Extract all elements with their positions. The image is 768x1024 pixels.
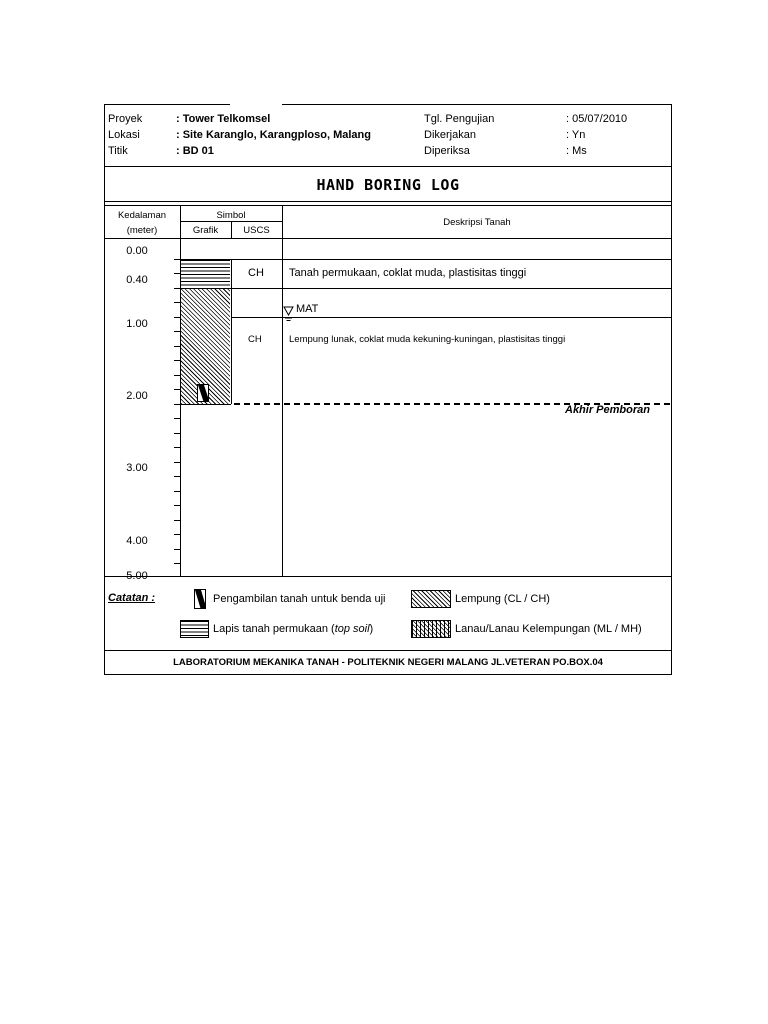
depth-label-5: 5.00 [126,570,148,582]
depth-label-1: 1.00 [126,318,148,330]
uscs-column-line [231,259,232,404]
graphic-header: Grafik [192,225,219,236]
depth-label-040: 0.40 [126,274,148,286]
worked-by-label: Dikerjakan [424,129,476,141]
notes-divider [104,576,672,577]
layer-1-description: Tanah permukaan, coklat muda, plastisitas tinggi [289,267,527,279]
end-boring-label: Akhir Pemboran [565,404,650,416]
legend-sample-icon [194,589,206,609]
worked-by-value: : Yn [566,129,586,141]
layer-boundary-1 [180,288,672,289]
layer-2-uscs: CH [248,334,262,345]
layer-boundary-2 [180,404,231,405]
water-table-label: MAT [296,303,319,315]
water-table-icon [283,306,295,322]
title-divider-1 [104,201,672,202]
project-value: : Tower Telkomsel [176,113,271,125]
notes-label: Catatan : [108,592,156,604]
sample-icon [197,384,209,402]
top-border-gap [230,102,282,106]
description-header: Deskripsi Tanah [443,217,511,228]
point-label: Titik [108,145,128,157]
symbol-header: Simbol [216,210,246,221]
test-date-label: Tgl. Pengujian [424,113,495,125]
column-header-bottom [104,238,672,239]
legend-clay-text: Lempung (CL / CH) [455,593,550,605]
location-label: Lokasi [108,129,140,141]
project-label: Proyek [108,113,143,125]
description-column-line [282,205,283,576]
footer-divider [104,650,672,651]
footer-text: LABORATORIUM MEKANIKA TANAH - POLITEKNIK NEGERI MALANG JL.VETERAN PO.BOX.04 [173,657,603,668]
header-divider [104,166,672,167]
legend-topsoil-text: Lapis tanah permukaan (top soil) [213,623,374,635]
depth-label-0: 0.00 [126,245,148,257]
legend-clay-icon [411,590,451,608]
location-value: : Site Karanglo, Karangploso, Malang [176,129,371,141]
legend-topsoil-icon [180,620,209,638]
layer-boundary-0 [180,259,672,260]
layer-1-uscs: CH [248,267,264,279]
uscs-header: USCS [243,225,270,236]
uscs-header-line [231,221,232,238]
checked-by-label: Diperiksa [424,145,470,157]
depth-label-3: 3.00 [126,462,148,474]
point-value: : BD 01 [176,145,214,157]
layer-2-description: Lempung lunak, coklat muda kekuning-kuningan, plastisitas tinggi [289,334,566,345]
depth-label-4: 4.00 [126,535,148,547]
test-date-value: : 05/07/2010 [566,113,628,125]
log-title: HAND BORING LOG [316,176,460,194]
water-table-line [231,317,672,318]
depth-label-2: 2.00 [126,390,148,402]
topsoil-pattern [181,260,230,288]
depth-unit-header: (meter) [126,225,158,236]
legend-sample-text: Pengambilan tanah untuk benda uji [213,593,386,605]
legend-silt-icon [411,620,451,638]
title-divider-2 [104,205,672,206]
checked-by-value: : Ms [566,145,587,157]
legend-silt-text: Lanau/Lanau Kelempungan (ML / MH) [455,623,642,635]
depth-header: Kedalaman [117,210,167,221]
